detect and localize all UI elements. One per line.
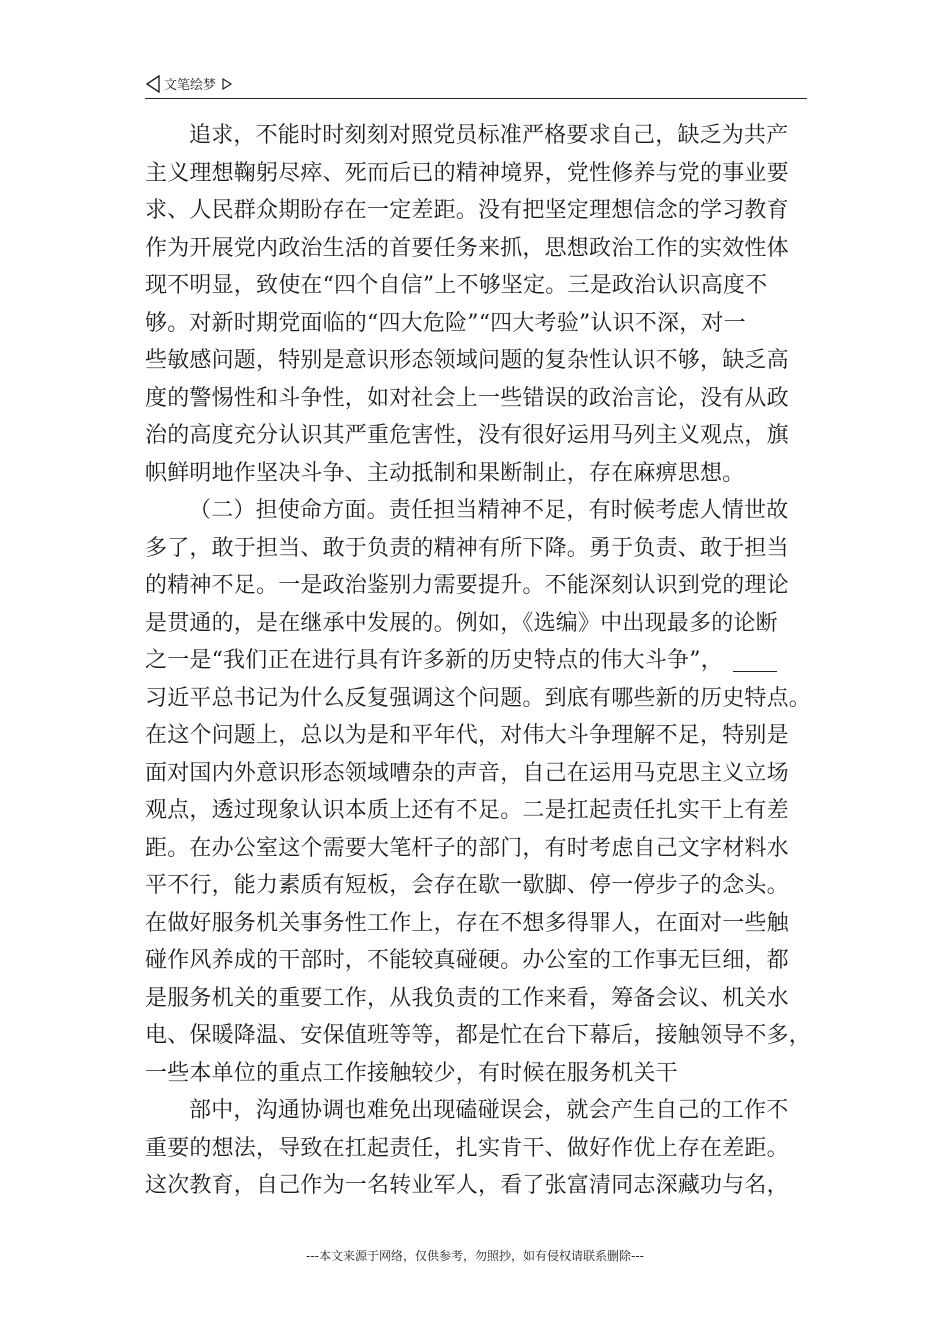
document-body xyxy=(145,117,810,1205)
text-line: 观点，透过现象认识本质上还有不足。二是扛起责任扎实干上有差 xyxy=(145,798,789,823)
text-line: 些敏感问题，特别是意识形态领域问题的复杂性认识不够，缺乏高 xyxy=(145,348,789,373)
text-line: 一些本单位的重点工作接触较少，有时候在服务机关干 xyxy=(145,1060,678,1086)
page-footer: ---本文来源于网络，仅供参考，勿照抄，如有侵权请联系删除--- xyxy=(306,1249,644,1263)
text-line: 治的高度充分认识其严重危害性，没有很好运用马列主义观点，旗 xyxy=(145,423,789,448)
text-line: 电、保暖降温、安保值班等等，都是忙在台下幕后，接触领导不多， xyxy=(145,1023,812,1048)
text-line: 求、人民群众期盼存在一定差距。没有把坚定理想信念的学习教育 xyxy=(145,198,789,223)
text-line: 主义理想鞠躬尽瘁、死而后已的精神境界，党性修养与党的事业要 xyxy=(145,160,789,186)
text-line-with-blank xyxy=(145,642,810,680)
text-line: （二）担使命方面。责任担当精神不足，有时候考虑人情世故 xyxy=(189,498,789,523)
text-line: 多了，敢于担当、敢于负责的精神有所下降。勇于负责、敢于担当 xyxy=(145,535,789,561)
triangle-right-outline-icon xyxy=(222,78,232,90)
text-line: 在做好服务机关事务性工作上，存在不想多得罪人，在面对一些触 xyxy=(145,910,789,936)
text-line: 之一是“我们正在进行具有许多新的历史特点的伟大斗争”， xyxy=(145,648,723,673)
text-line: 距。在办公室这个需要大笔杆子的部门，有时考虑自己文字材料水 xyxy=(145,835,789,861)
text-line: 平不行，能力素质有短板，会存在歇一歇脚、停一停步子的念头。 xyxy=(145,873,789,898)
text-line: 作为开展党内政治生活的首要任务来抓，思想政治工作的实效性体 xyxy=(145,235,789,261)
text-line: 现不明显，致使在“四个自信”上不够坚定。三是政治认识高度不 xyxy=(145,273,768,298)
text-line: 部中，沟通协调也难免出现磕碰误会，就会产生自己的工作不 xyxy=(189,1098,789,1123)
text-line: 碰作风养成的干部时，不能较真碰硬。办公室的工作事无巨细，都 xyxy=(145,948,789,973)
text-line: 在这个问题上，总以为是和平年代，对伟大斗争理解不足，特别是 xyxy=(145,723,789,748)
brand-text: 文笔绘梦 xyxy=(164,78,217,93)
page-header xyxy=(145,70,807,99)
text-line: 度的警惕性和斗争性，如对社会上一些错误的政治言论，没有从政 xyxy=(145,385,789,411)
text-line: 帜鲜明地作坚决斗争、主动抵制和果断制止，存在麻痹思想。 xyxy=(145,460,745,486)
text-line: 是服务机关的重要工作，从我负责的工作来看，筹备会议、机关水 xyxy=(145,985,789,1011)
text-line: 的精神不足。一是政治鉴别力需要提升。不能深刻认识到党的理论 xyxy=(145,573,789,598)
triangle-left-outline-icon xyxy=(145,75,161,93)
text-line: 重要的想法，导致在扛起责任，扎实肯干、做好作优上存在差距。 xyxy=(145,1135,789,1161)
text-line: 追求，不能时时刻刻对照党员标准严格要求自己，缺乏为共产 xyxy=(189,123,789,148)
text-line: 面对国内外意识形态领域嘈杂的声音，自己在运用马克思主义立场 xyxy=(145,760,789,786)
text-line: 够。对新时期党面临的“四大危险”“四大考验”认识不深，对一 xyxy=(145,310,746,336)
text-line: 习近平总书记为什么反复强调这个问题。到底有哪些新的历史特点。 xyxy=(145,685,812,711)
text-line: 这次教育，自己作为一名转业军人，看了张富清同志深藏功与名， xyxy=(145,1173,789,1198)
header-brand xyxy=(145,74,232,93)
text-line: 是贯通的，是在继承中发展的。例如，《选编》中出现最多的论断 xyxy=(145,610,778,636)
fill-blank xyxy=(733,651,777,672)
